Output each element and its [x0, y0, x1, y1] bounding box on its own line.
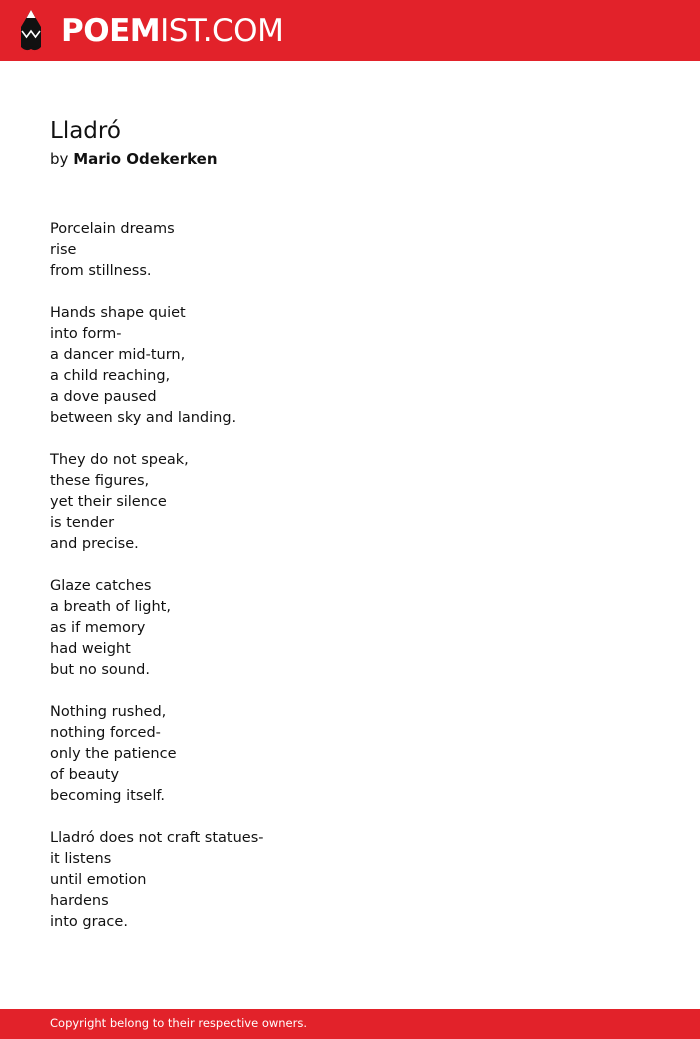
site-header — [0, 0, 700, 61]
poem-stanza — [50, 828, 650, 933]
site-logo-text — [61, 9, 283, 53]
poem-stanza — [50, 576, 650, 681]
poem-line: a breath of light, — [50, 599, 171, 615]
poem-line: They do not speak, — [50, 452, 189, 468]
poem-line: and precise. — [50, 536, 139, 552]
poem-line: Porcelain dreams — [50, 221, 175, 237]
logo-light-text: IST.COM — [160, 13, 284, 49]
copyright-text: Copyright belong to their respective owners. — [50, 1016, 308, 1030]
poem-line: Lladró does not craft statues- — [50, 830, 264, 846]
poem-line: it listens — [50, 851, 112, 867]
poem-stanza — [50, 303, 650, 429]
by-label: by — [50, 150, 69, 168]
poem-line: until emotion — [50, 872, 147, 888]
poem-byline — [50, 149, 650, 169]
poem-line: a dove paused — [50, 389, 157, 405]
poem-line: but no sound. — [50, 662, 150, 678]
poem-line: Hands shape quiet — [50, 305, 186, 321]
poem-line: of beauty — [50, 767, 120, 783]
poem-line: is tender — [50, 515, 115, 531]
poem-line: into form- — [50, 326, 122, 342]
poem-line: a child reaching, — [50, 368, 171, 384]
poem-line: had weight — [50, 641, 131, 657]
poem-line: rise — [50, 242, 77, 258]
site-footer — [0, 1009, 700, 1039]
poem-author: Mario Odekerken — [73, 150, 218, 168]
poem-stanza — [50, 450, 650, 555]
poem-line: these figures, — [50, 473, 150, 489]
poem-line: a dancer mid-turn, — [50, 347, 186, 363]
poem-line: Glaze catches — [50, 578, 152, 594]
poem-line: Nothing rushed, — [50, 704, 167, 720]
poem-stanza — [50, 219, 650, 282]
poem-line: hardens — [50, 893, 109, 909]
poem-title: Lladró — [50, 118, 121, 144]
poem-line: nothing forced- — [50, 725, 161, 741]
poem-body — [50, 219, 650, 933]
poem-line: becoming itself. — [50, 788, 166, 804]
logo-strong-text: POEM — [61, 13, 161, 49]
poem-stanza — [50, 702, 650, 807]
site-logo-link[interactable] — [17, 9, 283, 53]
pencil-icon — [17, 9, 45, 53]
poem-line: into grace. — [50, 914, 128, 930]
poem-content — [50, 113, 650, 954]
poem-line: between sky and landing. — [50, 410, 237, 426]
poem-line: only the patience — [50, 746, 177, 762]
poem-line: from stillness. — [50, 263, 152, 279]
poem-line: yet their silence — [50, 494, 167, 510]
poem-line: as if memory — [50, 620, 146, 636]
